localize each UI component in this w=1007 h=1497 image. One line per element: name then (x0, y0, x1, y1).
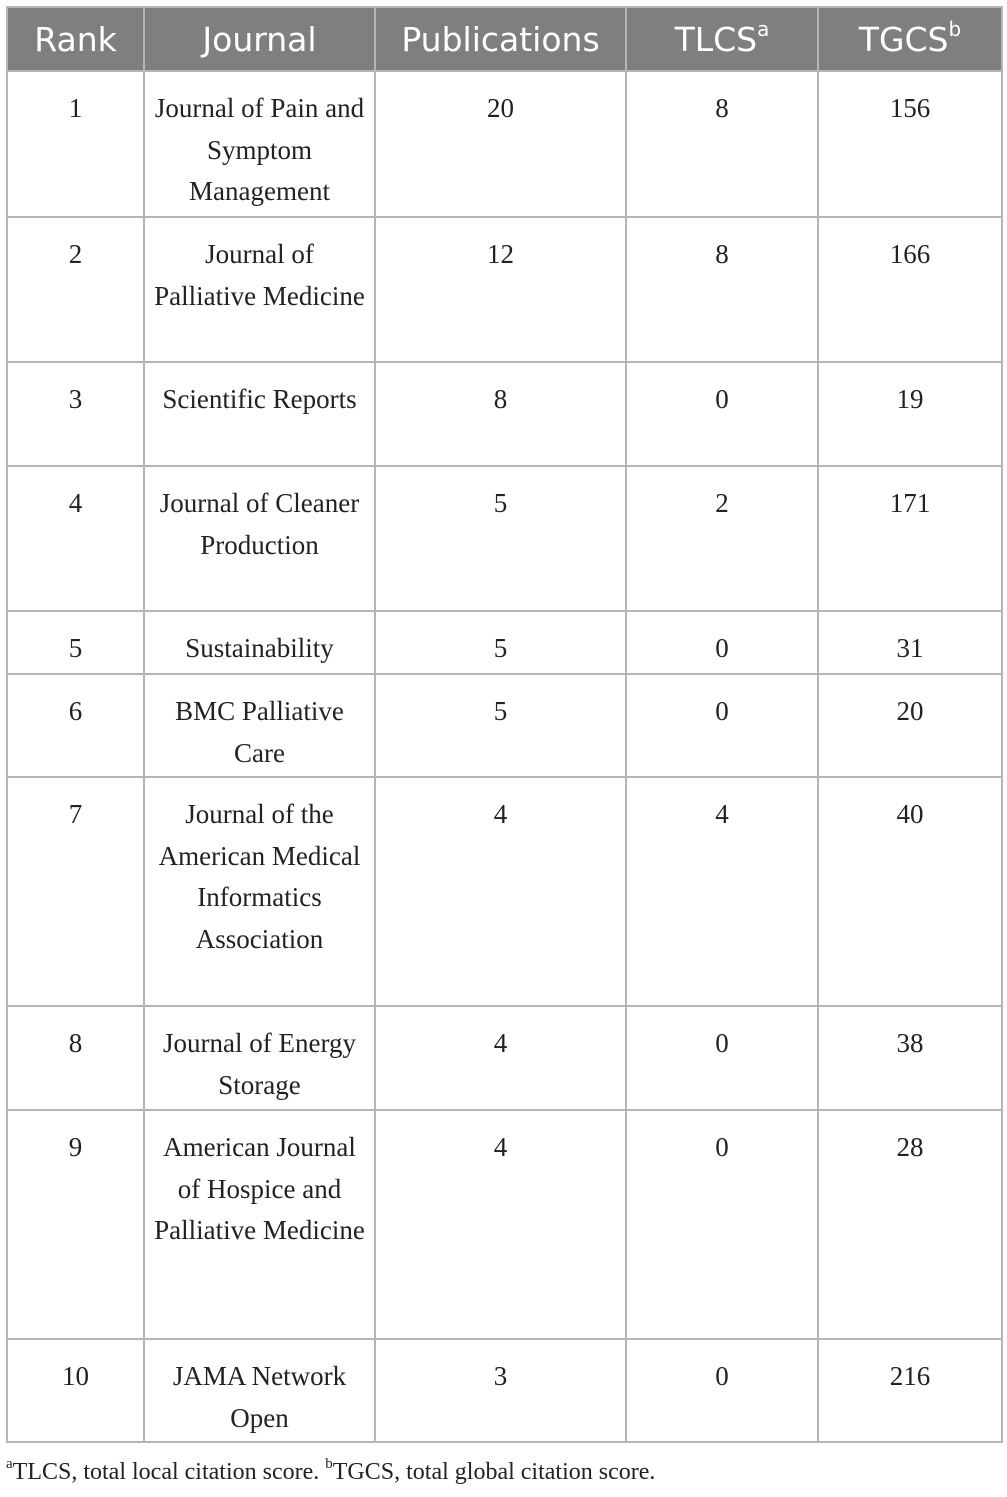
table-row (7, 1339, 1002, 1442)
cell-tgcs: 19 (818, 362, 1002, 466)
table-row (7, 777, 1002, 1006)
cell-publications: 3 (375, 1339, 626, 1442)
header-tgcs-footnote-mark: b (948, 16, 962, 41)
cell-tlcs: 0 (626, 1006, 818, 1110)
cell-publications: 4 (375, 1110, 626, 1339)
cell-tlcs: 0 (626, 1339, 818, 1442)
cell-publications: 4 (375, 777, 626, 1006)
footnote-text-b: TGCS, total global citation score. (332, 1459, 656, 1485)
cell-rank: 10 (7, 1339, 144, 1442)
footnote-mark-a: a (6, 1456, 13, 1472)
cell-journal: Journal of Cleaner Production (144, 466, 375, 611)
cell-tgcs: 38 (818, 1006, 1002, 1110)
header-tlcs: TLCS$^a$ (626, 7, 818, 71)
cell-tlcs: 2 (626, 466, 818, 611)
cell-journal: Scientific Reports (144, 362, 375, 466)
table-footnote (6, 1458, 655, 1486)
cell-tgcs: 20 (818, 674, 1002, 777)
cell-tgcs: 40 (818, 777, 1002, 1006)
cell-rank: 7 (7, 777, 144, 1006)
cell-publications: 5 (375, 466, 626, 611)
header-journal: Journal (144, 7, 375, 71)
cell-publications: 12 (375, 217, 626, 362)
cell-tgcs: 166 (818, 217, 1002, 362)
cell-tgcs: 31 (818, 611, 1002, 674)
cell-publications: 5 (375, 611, 626, 674)
cell-journal: American Journal of Hospice and Palliative Medicine (144, 1110, 375, 1339)
footnote-text-a: TLCS, total local citation score. (12, 1459, 320, 1485)
table-row (7, 217, 1002, 362)
cell-publications: 4 (375, 1006, 626, 1110)
cell-rank: 6 (7, 674, 144, 777)
cell-rank: 9 (7, 1110, 144, 1339)
cell-tlcs: 4 (626, 777, 818, 1006)
cell-rank: 5 (7, 611, 144, 674)
cell-journal: Journal of Energy Storage (144, 1006, 375, 1110)
cell-publications: 20 (375, 71, 626, 217)
cell-tgcs: 28 (818, 1110, 1002, 1339)
cell-tlcs: 0 (626, 362, 818, 466)
cell-journal: Sustainability (144, 611, 375, 674)
cell-tlcs: 8 (626, 217, 818, 362)
table-row (7, 1006, 1002, 1110)
cell-rank: 8 (7, 1006, 144, 1110)
cell-publications: 8 (375, 362, 626, 466)
cell-journal: Journal of the American Medical Informatics Association (144, 777, 375, 1006)
cell-journal: BMC Palliative Care (144, 674, 375, 777)
cell-journal: Journal of Palliative Medicine (144, 217, 375, 362)
cell-rank: 4 (7, 466, 144, 611)
journals-table-container (6, 6, 1001, 1443)
table-row (7, 674, 1002, 777)
cell-rank: 3 (7, 362, 144, 466)
table-header-row (7, 7, 1002, 71)
header-tlcs-footnote-mark: a (757, 16, 770, 41)
cell-journal: Journal of Pain and Symptom Management (144, 71, 375, 217)
table-row (7, 611, 1002, 674)
cell-tgcs: 171 (818, 466, 1002, 611)
cell-tgcs: 216 (818, 1339, 1002, 1442)
cell-rank: 2 (7, 217, 144, 362)
journals-table (6, 6, 1003, 1443)
cell-tlcs: 0 (626, 611, 818, 674)
cell-rank: 1 (7, 71, 144, 217)
table-row (7, 1110, 1002, 1339)
cell-tlcs: 0 (626, 674, 818, 777)
table-row (7, 71, 1002, 217)
cell-tgcs: 156 (818, 71, 1002, 217)
cell-publications: 5 (375, 674, 626, 777)
cell-tlcs: 8 (626, 71, 818, 217)
header-rank: Rank (7, 7, 144, 71)
header-tgcs: TGCS$^b$ (818, 7, 1002, 71)
cell-tlcs: 0 (626, 1110, 818, 1339)
cell-journal: JAMA Network Open (144, 1339, 375, 1442)
table-row (7, 362, 1002, 466)
table-row (7, 466, 1002, 611)
footnote-mark-b: b (325, 1456, 333, 1472)
header-publications: Publications (375, 7, 626, 71)
